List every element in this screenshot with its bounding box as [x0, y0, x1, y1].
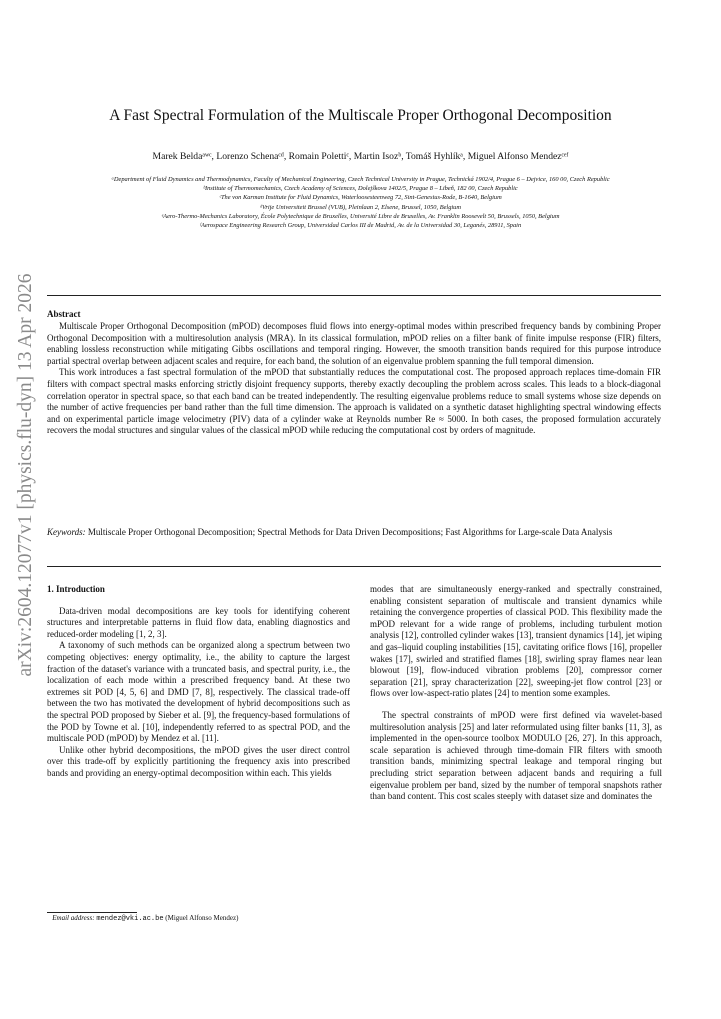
- intro-paragraph-2: A taxonomy of such methods can be organized along a spectrum between two competing objectives: energy optimality, i.e., the ability to capture the largest fraction of the dataset's variance with a truncated basis, and spectral purity, i.e., the localization of each mode within a prescribed frequency band. At these two extremes sit POD [4, 5, 6] and DMD [7, 8], respectively. The classical trade-off between the two has motivated the development of hybrid decompositions such as the spectral POD proposed by Sieber et al. [9], the frequency-based formulations of the POD by Towne et al. [10], independently referred to as spectral POD, and the multiscale POD (mPOD) by Mendez et al. [11].: [47, 640, 350, 744]
- keywords-text: Multiscale Proper Orthogonal Decomposition; Spectral Methods for Data Driven Decompositions; Fast Algorithms for Large-scale Data Analysis: [87, 527, 613, 537]
- author-list: Marek Beldaᵃʷᶜ, Lorenzo Schenaᶜᵈ, Romain Polettiᶜ, Martin Isozᵇ, Tomáš Hyhlíkᵃ, Miguel Alfonso Mendezᶜᵉᶠ: [152, 151, 569, 162]
- intro-paragraph-5: The spectral constraints of mPOD were first defined via wavelet-based multiresolution analysis [25] and later reformulated using filter banks [11, 3], as implemented in the open-source toolbox MODULO [26, 27]. In this approach, scale separation is achieved through time-domain FIR filters with smooth transition bands, minimizing spectral leakage and temporal ringing but precluding strict separation between adjacent bands and requiring a full eigenvalue problem per band, sized by the number of temporal snapshots rather than band content. This cost scales steeply with dataset size and dominates the: [370, 709, 662, 802]
- footnote-rule: [47, 912, 137, 913]
- paper-title: A Fast Spectral Formulation of the Multiscale Proper Orthogonal Decomposition: [109, 107, 612, 124]
- footnote-email-label: Email address:: [52, 914, 95, 922]
- arxiv-stamp: [14, 255, 38, 695]
- left-column: [47, 584, 350, 780]
- abstract-top-rule: [47, 295, 661, 296]
- footnote-email-link[interactable]: mendez@vki.ac.be: [96, 915, 164, 923]
- abstract-heading: Abstract: [47, 309, 81, 319]
- keywords: [47, 527, 661, 539]
- arxiv-stamp-text: arXiv:2604.12077v1 [physics.flu-dyn] 13 Apr 2026: [15, 273, 36, 677]
- intro-paragraph-1: Data-driven modal decompositions are key tools for identifying coherent structures and interpretable patterns in fluid flow data, enabling diagnostics and reduced-order modeling [1, 2, 3].: [47, 605, 350, 639]
- keywords-label: Keywords:: [47, 527, 86, 537]
- footnote: [47, 914, 347, 923]
- intro-paragraph-4: modes that are simultaneously energy-ranked and spectrally constrained, enabling consistent separation of multiscale and transient dynamics while retaining the convergence properties of classical POD. This flexibility made the mPOD relevant for a wide range of problems, including turbulent motion analysis [12], controlled cylinder wakes [13], transient dynamics [14], jet wiping and gas–liquid coupling instabilities [15], cavitating orifice flows [16], propeller wakes [17], swirled and stratified flames [18], swirling spray flames near lean blowout [19], flow-induced vibration problems [20], compressor corner separation [21], spray characterization [22], sweeping-jet flow control [23] or flows over low-aspect-ratio plates [24] to mention some examples.: [370, 584, 662, 699]
- affiliation-f: ᶠAerospace Engineering Research Group, Universidad Carlos III de Madrid, Av. de la Universidad 30, Leganés, 28911, Spain: [199, 222, 522, 230]
- right-column: [370, 584, 662, 803]
- affiliations: [40, 175, 681, 230]
- abstract-body: [47, 321, 661, 437]
- affiliation-d: ᵈVrije Universiteit Brussel (VUB), Pleinlaan 2, Elsene, Brussel, 1050, Belgium: [259, 203, 461, 211]
- abstract-bottom-rule: [47, 566, 661, 567]
- abstract-paragraph-2: This work introduces a fast spectral formulation of the mPOD that substantially reduces the computational cost. The proposed approach replaces time-domain FIR filters with compact spectral masks enforcing strictly disjoint frequency supports, thereby exactly decoupling the problem across scales. This leads to a block-diagonal correlation operator in spectral space, so that each band can be treated independently. The resulting eigenvalue problems reduce to small systems whose size depends on the number of active frequencies per band rather than the full time dimension. The approach is validated on a synthetic dataset highlighting spectral windowing effects and on experimental particle image velocimetry (PIV) data of a cylinder wake at Reynolds number Re ≈ 5000. In both cases, the proposed formulation accurately recovers the modal structures and singular values of the classical mPOD while reducing the computational cost by orders of magnitude.: [47, 367, 661, 436]
- abstract-paragraph-1: Multiscale Proper Orthogonal Decomposition (mPOD) decomposes fluid flows into energy-optimal modes within prescribed frequency bands by combining Proper Orthogonal Decomposition with a multiresolution analysis (MRA). In its classical formulation, mPOD relies on a filter bank of finite impulse response (FIR) filters, enabling lossless reconstruction while mitigating Gibbs oscillations and temporal ringing. However, the smooth transition bands required for this purpose introduce partial spectral overlap between adjacent scales and require, for each band, the solution of an eigenvalue problem spanning the full temporal dimension.: [47, 321, 661, 366]
- affiliation-a: ᵃDepartment of Fluid Dynamics and Thermodynamics, Faculty of Mechanical Engineering, Czech Technical University in Prague, Technická 1902/4, Prague 6 – Dejvice, 160 00, Czech Republic: [111, 176, 610, 183]
- affiliation-e: ᵉAero-Thermo-Mechanics Laboratory, École Polytechnique de Bruxelles, Université Libre de Bruxelles, Av. Franklin Roosevelt 50, Brussels, 1050, Belgium: [161, 212, 560, 220]
- section-heading-introduction: 1. Introduction: [47, 584, 105, 594]
- footnote-author-name: (Miguel Alfonso Mendez): [165, 914, 239, 922]
- affiliation-b: ᵇInstitute of Thermomechanics, Czech Academy of Sciences, Dolejškova 1402/5, Prague 8 – Libeň, 182 00, Czech Republic: [203, 185, 518, 193]
- affiliation-c: ᶜThe von Karman Institute for Fluid Dynamics, Waterloosesteenweg 72, Sint-Genesius-Rode, B-1640, Belgium: [219, 194, 502, 202]
- intro-paragraph-3: Unlike other hybrid decompositions, the mPOD gives the user direct control over this trade-off by explicitly partitioning the frequency axis into prescribed bands and providing an energy-optimal decomposition within each. This yields: [47, 744, 350, 778]
